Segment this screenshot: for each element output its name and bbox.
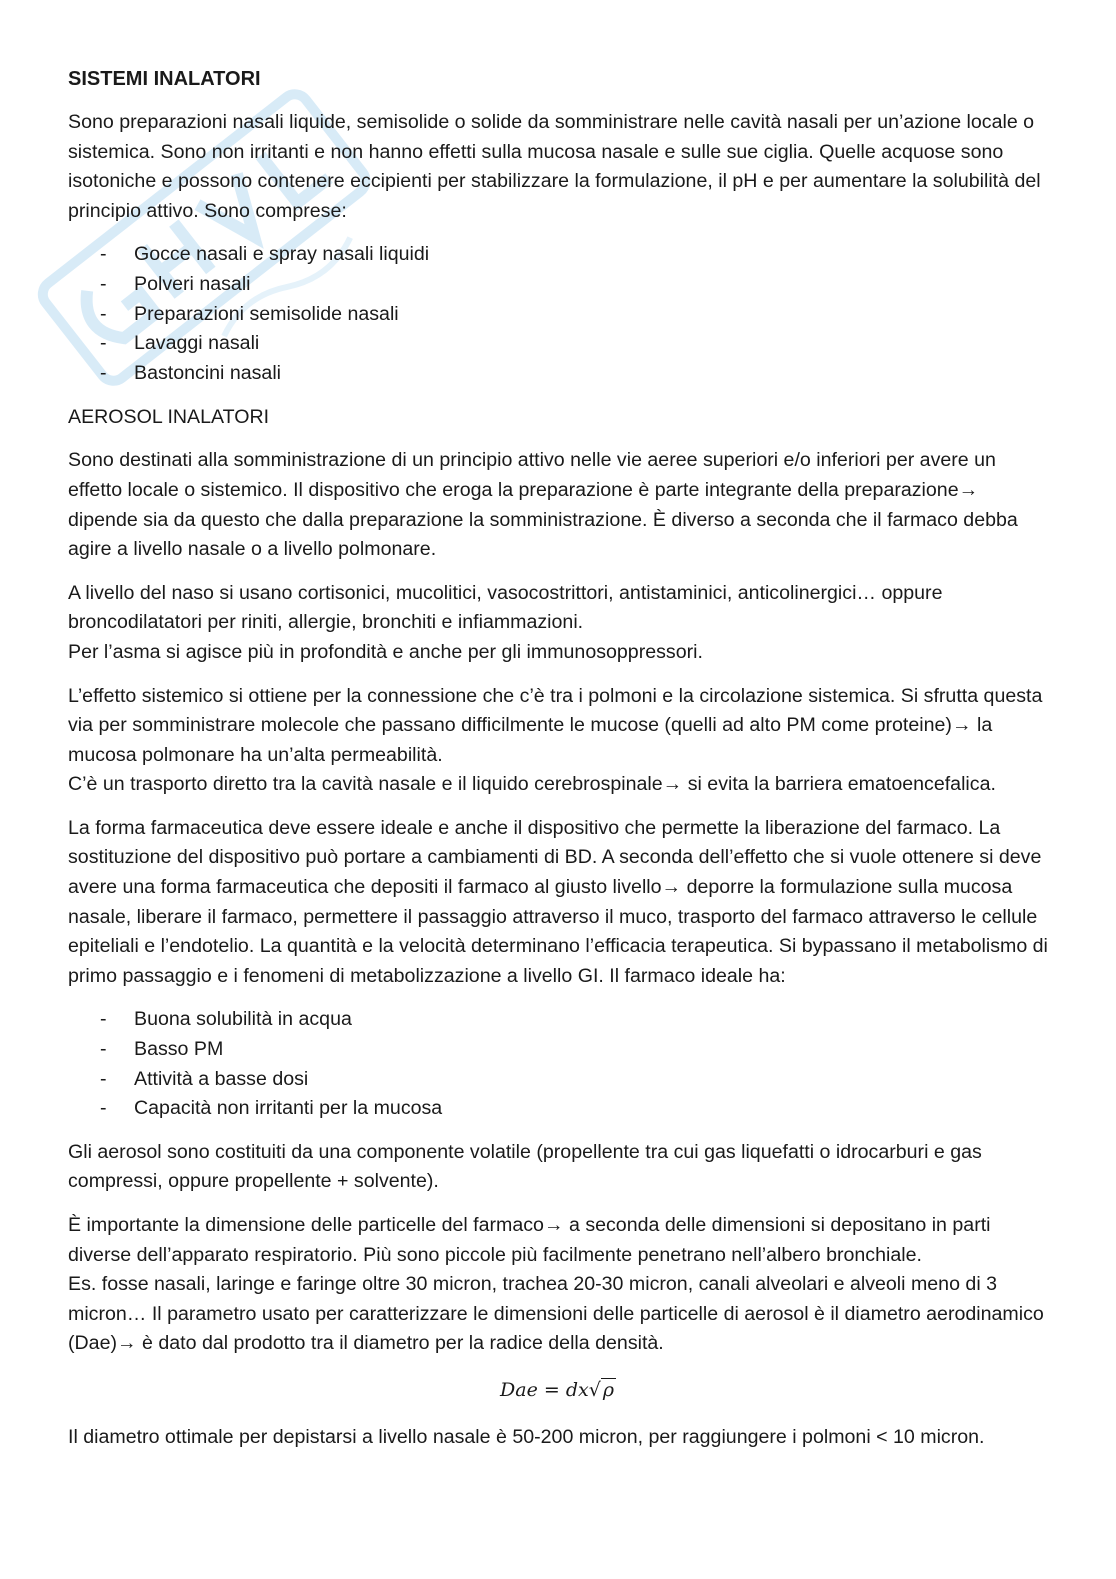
list-item: - Capacità non irritanti per la mucosa <box>68 1094 1048 1124</box>
formula-lhs: Dae = dx <box>500 1378 589 1401</box>
list-item: - Gocce nasali e spray nasali liquidi <box>68 240 1048 270</box>
paragraph-systemic-effect <box>68 682 1048 800</box>
intro-paragraph: Sono preparazioni nasali liquide, semisolide o solide da somministrare nelle cavità nasali per un’azione locale o sistemica. Sono non irritanti e non hanno effetti sulla mucosa nasale e sulle sue ciglia. Quelle acquose sono isotoniche e possono contenere eccipienti per stabilizzare la formulazione, il pH e per aumentare la solubilità del principio attivo. Sono comprese: <box>68 111 1041 222</box>
paragraph-optimal-diameter: Il diametro ottimale per depistarsi a livello nasale è 50-200 micron, per raggiungere i polmoni < 10 micron. <box>68 1425 985 1448</box>
paragraph-particle-size <box>68 1211 1048 1359</box>
text-line: Es. fosse nasali, laringe e faringe oltre 30 micron, trachea 20-30 micron, canali alveolari e alveoli meno di 3 micron… Il parametro usato per caratterizzare le dimensioni delle particelle di aerosol è il diametro aerodinamico (Dae)→ è dato dal prodotto tra il diametro per la radice della densità. <box>68 1273 1044 1355</box>
paragraph-aerosol-components: Gli aerosol sono costituiti da una componente volatile (propellente tra cui gas liquefatti o idrocarburi e gas compressi, oppure propellente + solvente). <box>68 1140 982 1193</box>
text-line: L’effetto sistemico si ottiene per la connessione che c’è tra i polmoni e la circolazione sistemica. Si sfrutta questa via per somministrare molecole che passano difficilmente le mucose (quelli ad alto PM come proteine)→ la mucosa polmonare ha un’alta permeabilità. <box>68 684 1043 766</box>
sqrt-symbol-icon: √ <box>588 1378 601 1401</box>
text-line: C’è un trasporto diretto tra la cavità nasale e il liquido cerebrospinale→ si evita la barriera ematoencefalica. <box>68 773 996 796</box>
ideal-drug-list <box>68 1005 1048 1123</box>
list-item: - Basso PM <box>68 1035 1048 1065</box>
list-item: - Polveri nasali <box>68 270 1048 300</box>
text-line: Per l’asma si agisce più in profondità e anche per gli immunosoppressori. <box>68 640 703 663</box>
list-item: - Bastoncini nasali <box>68 359 1048 389</box>
section-heading: AEROSOL INALATORI <box>68 406 270 429</box>
paragraph-dosage-form: La forma farmaceutica deve essere ideale e anche il dispositivo che permette la liberazione del farmaco. La sostituzione del dispositivo può portare a cambiamenti di BD. A seconda dell’effetto che si vuole ottenere si deve avere una forma farmaceutica che depositi il farmaco al giusto livello→ deporre la formulazione sulla mucosa nasale, liberare il farmaco, permettere il passaggio attraverso il muco, trasporto del farmaco attraverso le cellule epiteliali e l’endotelio. La quantità e la velocità determinano l’efficacia terapeutica. Si bypassano il metabolismo di primo passaggio e i fenomeni di metabolizzazione a livello GI. Il farmaco ideale ha: <box>68 816 1048 987</box>
paragraph-nasal-drugs <box>68 579 1048 668</box>
text-line: A livello del naso si usano cortisonici, mucolitici, vasocostrittori, antistaminici, anticolinergici… oppure broncodilatatori per riniti, allergie, bronchiti e infiammazioni. <box>68 581 943 634</box>
list-item: - Lavaggi nasali <box>68 329 1048 359</box>
list-item: - Attività a basse dosi <box>68 1065 1048 1095</box>
paragraph-aerosol-definition: Sono destinati alla somministrazione di un principio attivo nelle vie aeree superiori e/o inferiori per avere un effetto locale o sistemico. Il dispositivo che eroga la preparazione è parte integrante della preparazione→ dipende sia da questo che dalla preparazione la somministrazione. È diverso a seconda che il farmaco debba agire a livello nasale o a livello polmonare. <box>68 449 1018 561</box>
page-title: SISTEMI INALATORI <box>68 68 261 90</box>
list-item: - Preparazioni semisolide nasali <box>68 300 1048 330</box>
document-page <box>68 64 1048 1467</box>
dae-formula <box>68 1373 1048 1407</box>
list-item: - Buona solubilità in acqua <box>68 1005 1048 1035</box>
nasal-preparations-list <box>68 240 1048 388</box>
formula-radicand: ρ <box>602 1378 614 1401</box>
text-line: È importante la dimensione delle particelle del farmaco→ a seconda delle dimensioni si depositano in parti diverse dell’apparato respiratorio. Più sono piccole più facilmente penetrano nell’albero bronchiale. <box>68 1214 991 1266</box>
